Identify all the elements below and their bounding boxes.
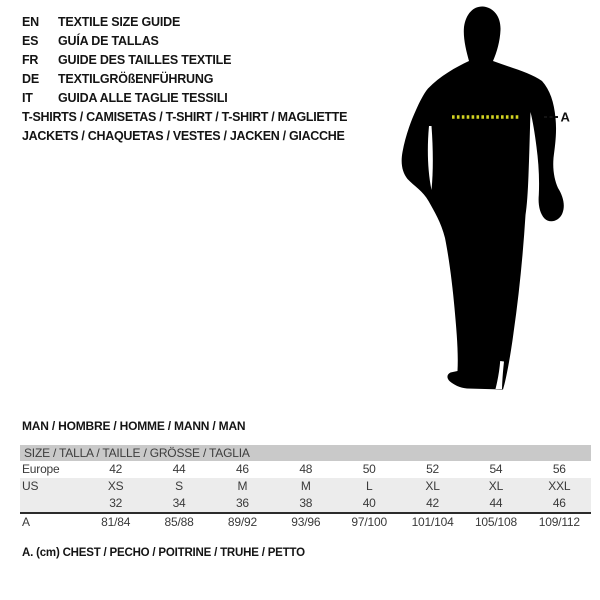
table-row-us-numeric xyxy=(20,495,591,513)
row-label: US xyxy=(20,478,84,495)
size-cell: L xyxy=(338,478,401,495)
table-row-us xyxy=(20,478,591,495)
size-table xyxy=(20,445,591,531)
size-cell: 56 xyxy=(552,462,566,476)
language-row-es xyxy=(22,32,231,51)
size-cell: 38 xyxy=(274,495,337,513)
category-jackets: JACKETS / CHAQUETAS / VESTES / JACKEN / GIACCHE xyxy=(22,129,345,143)
size-cell: M xyxy=(274,478,337,495)
size-cell: 42 xyxy=(109,462,123,476)
size-cell: M xyxy=(211,478,274,495)
size-cell: 89/92 xyxy=(211,513,274,531)
size-cell: 101/104 xyxy=(401,513,464,531)
man-silhouette xyxy=(402,6,564,389)
category-tshirts: T-SHIRTS / CAMISETAS / T-SHIRT / T-SHIRT / MAGLIETTE xyxy=(22,110,348,124)
size-cell: XXL xyxy=(528,478,591,495)
size-cell: XL xyxy=(401,478,464,495)
size-cell: 46 xyxy=(235,462,249,476)
language-code: FR xyxy=(22,53,39,67)
language-code: DE xyxy=(22,72,39,86)
language-label: GUIDE DES TAILLES TEXTILE xyxy=(58,53,232,67)
size-cell: 42 xyxy=(401,495,464,513)
man-figure xyxy=(395,0,575,400)
language-code: IT xyxy=(22,91,33,105)
language-list xyxy=(22,13,231,108)
size-cell: 32 xyxy=(84,495,147,513)
size-cell: 44 xyxy=(464,495,527,513)
language-label: TEXTILE SIZE GUIDE xyxy=(58,15,181,29)
language-label: GUIDA ALLE TAGLIE TESSILI xyxy=(58,91,228,105)
size-cell: 36 xyxy=(211,495,274,513)
size-cell: 85/88 xyxy=(147,513,210,531)
size-cell: 50 xyxy=(362,462,376,476)
size-cell: 93/96 xyxy=(274,513,337,531)
row-label: A xyxy=(20,513,84,531)
size-cell: 48 xyxy=(299,462,313,476)
size-cell: 109/112 xyxy=(528,513,591,531)
row-label: Europe xyxy=(22,462,60,476)
row-label xyxy=(20,495,84,513)
size-cell: 54 xyxy=(489,462,503,476)
size-cell: 40 xyxy=(338,495,401,513)
measurement-footnote: A. (cm) CHEST / PECHO / POITRINE / TRUHE / PETTO xyxy=(22,547,305,559)
size-cell: S xyxy=(147,478,210,495)
size-cell: 46 xyxy=(528,495,591,513)
size-cell: 81/84 xyxy=(84,513,147,531)
size-cell: XS xyxy=(84,478,147,495)
size-cell: 44 xyxy=(172,462,186,476)
size-cell: 97/100 xyxy=(338,513,401,531)
language-code: ES xyxy=(22,34,39,48)
size-table-header-row xyxy=(20,445,591,461)
section-heading-man: MAN / HOMBRE / HOMME / MANN / MAN xyxy=(22,419,246,433)
table-row-chest-a xyxy=(20,513,591,531)
size-table-header: SIZE / TALLA / TAILLE / GRÖSSE / TAGLIA xyxy=(20,445,591,461)
language-row-de xyxy=(22,70,231,89)
size-cell: 105/108 xyxy=(464,513,527,531)
measure-label-a: A xyxy=(560,109,570,125)
size-cell: 34 xyxy=(147,495,210,513)
language-label: GUÍA DE TALLAS xyxy=(58,34,159,48)
language-row-it xyxy=(22,89,231,108)
language-code: EN xyxy=(22,15,39,29)
language-row-en xyxy=(22,13,231,32)
category-list xyxy=(22,108,347,146)
table-row-europe xyxy=(20,461,591,478)
language-row-fr xyxy=(22,51,231,70)
size-cell: 52 xyxy=(426,462,440,476)
language-label: TEXTILGRÖßENFÜHRUNG xyxy=(58,72,214,86)
size-cell: XL xyxy=(464,478,527,495)
